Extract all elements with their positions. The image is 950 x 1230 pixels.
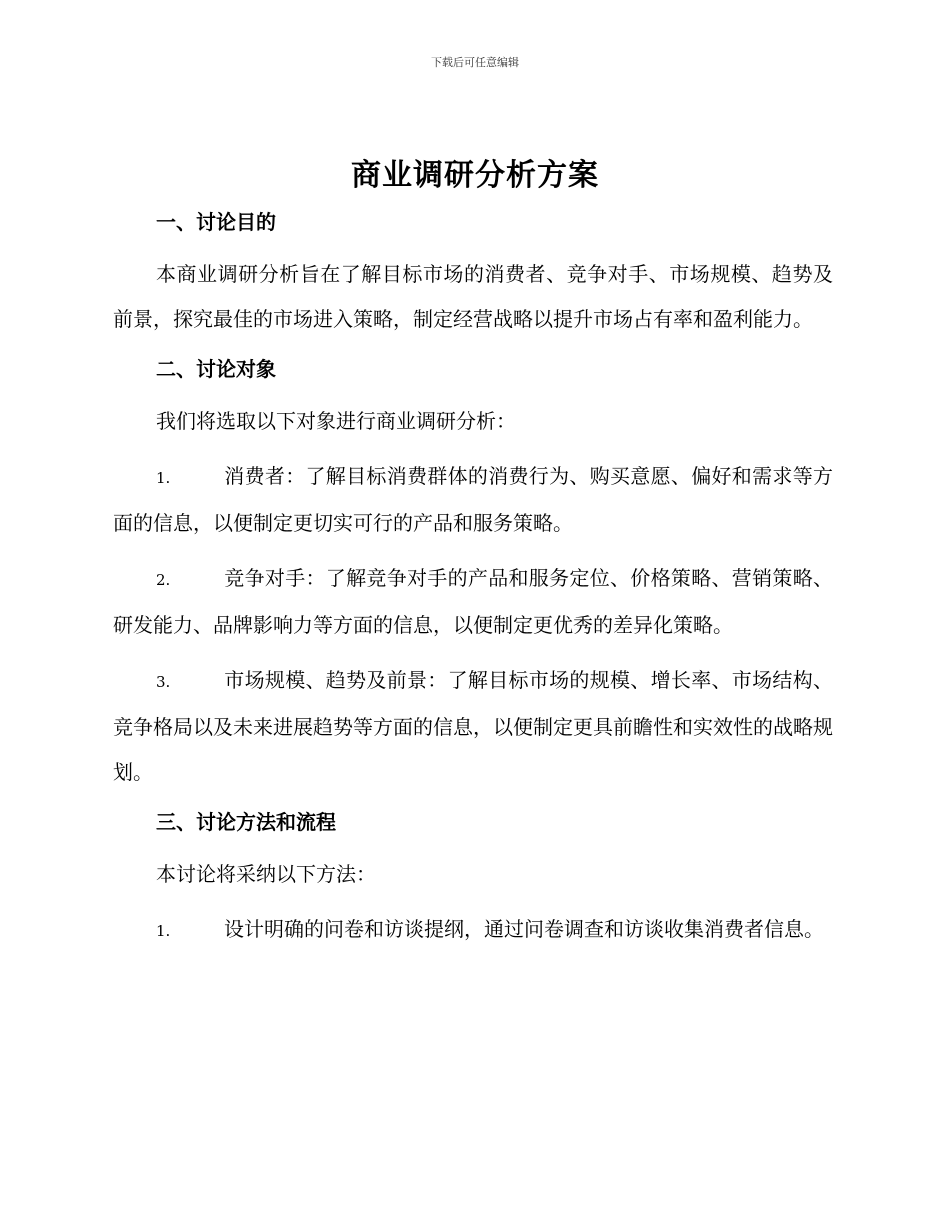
list-number: 1. <box>156 922 171 940</box>
intro-paragraph: 我们将选取以下对象进行商业调研分析： <box>156 409 516 433</box>
section-heading: 二、讨论对象 <box>156 357 276 381</box>
list-number: 1. <box>156 469 171 487</box>
section-methods <box>113 805 833 954</box>
section-heading: 三、讨论方法和流程 <box>156 810 336 834</box>
document-title: 商业调研分析方案 <box>351 158 599 193</box>
list-text: 设计明确的问卷和访谈提纲，通过问卷调查和访谈收集消费者信息。 <box>224 917 824 941</box>
section-heading: 一、讨论目的 <box>156 210 276 234</box>
list-item <box>113 907 833 954</box>
body-paragraph: 本商业调研分析旨在了解目标市场的消费者、竞争对手、市场规模、趋势及前景，探究最佳的市场进入策略，制定经营战略以提升市场占有率和盈利能力。 <box>113 262 833 331</box>
list-number: 2. <box>156 571 171 589</box>
list-text: 市场规模、趋势及前景：了解目标市场的规模、增长率、市场结构、竞争格局以及未来进展趋势等方面的信息，以便制定更具前瞻性和实效性的战略规划。 <box>113 668 833 784</box>
list-item <box>113 658 833 795</box>
list-number: 3. <box>156 673 171 691</box>
section-subjects <box>113 352 833 795</box>
list-text: 消费者：了解目标消费群体的消费行为、购买意愿、偏好和需求等方面的信息，以便制定更切实可行的产品和服务策略。 <box>113 464 833 535</box>
list-text: 竞争对手：了解竞争对手的产品和服务定位、价格策略、营销策略、研发能力、品牌影响力等方面的信息，以便制定更优秀的差异化策略。 <box>113 566 833 637</box>
list-item <box>113 454 833 546</box>
header-note: 下载后可任意编辑 <box>431 56 519 69</box>
intro-paragraph: 本讨论将采纳以下方法： <box>156 862 376 886</box>
section-purpose <box>113 205 833 342</box>
list-item <box>113 556 833 648</box>
document-body <box>113 205 833 954</box>
